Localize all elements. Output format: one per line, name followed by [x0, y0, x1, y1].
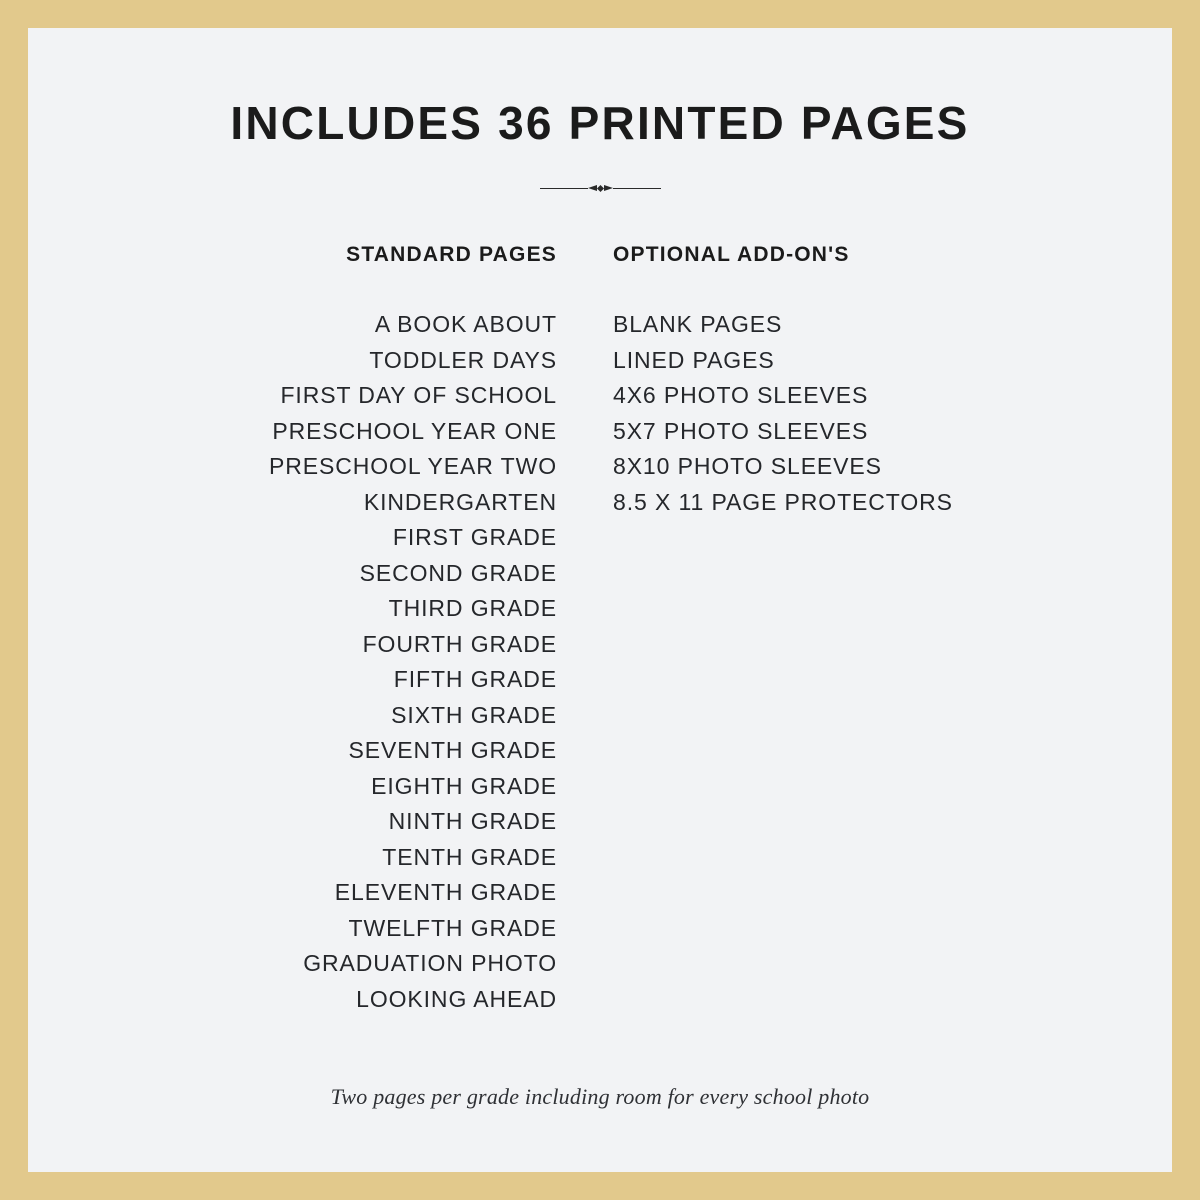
- list-item: ELEVENTH GRADE: [334, 879, 557, 905]
- divider-line-right: [613, 188, 661, 189]
- divider-arrow-left-icon: [588, 185, 597, 191]
- list-item: SEVENTH GRADE: [348, 737, 557, 763]
- list-item: 5X7 PHOTO SLEEVES: [613, 417, 869, 444]
- list-item: 8X10 PHOTO SLEEVES: [613, 453, 882, 479]
- list-item: TODDLER DAYS: [369, 346, 557, 373]
- content-panel: [28, 28, 1172, 1172]
- list-item: PRESCHOOL YEAR ONE: [272, 417, 557, 444]
- list-item: KINDERGARTEN: [363, 488, 557, 515]
- standard-pages-list: [267, 307, 557, 1017]
- standard-pages-column: [267, 243, 585, 1017]
- optional-addons-heading: OPTIONAL ADD-ON'S: [613, 243, 850, 266]
- list-item: THIRD GRADE: [388, 595, 557, 621]
- list-item: TENTH GRADE: [382, 843, 557, 870]
- list-item: LOOKING AHEAD: [356, 985, 557, 1012]
- footnote-text: Two pages per grade including room for every school photo: [330, 1084, 870, 1109]
- list-item: SIXTH GRADE: [391, 701, 557, 728]
- page-title: INCLUDES 36 PRINTED PAGES: [230, 97, 970, 149]
- list-item: FOURTH GRADE: [362, 630, 557, 657]
- page-lists: [28, 243, 1172, 1017]
- list-item: GRADUATION PHOTO: [303, 950, 557, 976]
- list-item: EIGHTH GRADE: [371, 772, 557, 799]
- list-item: FIFTH GRADE: [393, 666, 557, 692]
- list-item: NINTH GRADE: [388, 808, 557, 834]
- list-item: TWELFTH GRADE: [348, 914, 557, 941]
- list-item: PRESCHOOL YEAR TWO: [269, 453, 557, 479]
- optional-addons-column: [585, 243, 953, 1017]
- list-item: LINED PAGES: [613, 346, 775, 373]
- list-item: FIRST DAY OF SCHOOL: [280, 382, 557, 408]
- divider-arrow-right-icon: [604, 185, 613, 191]
- list-item: FIRST GRADE: [392, 524, 557, 550]
- list-item: A BOOK ABOUT: [374, 311, 557, 337]
- ornamental-divider: [28, 178, 1172, 198]
- list-item: SECOND GRADE: [359, 559, 557, 586]
- standard-pages-heading: STANDARD PAGES: [346, 243, 557, 266]
- list-item: 4X6 PHOTO SLEEVES: [613, 382, 869, 408]
- list-item: 8.5 X 11 PAGE PROTECTORS: [613, 488, 953, 515]
- optional-addons-list: [613, 307, 953, 520]
- divider-line-left: [540, 188, 588, 189]
- list-item: BLANK PAGES: [613, 311, 783, 337]
- divider-diamond-icon: [596, 184, 603, 191]
